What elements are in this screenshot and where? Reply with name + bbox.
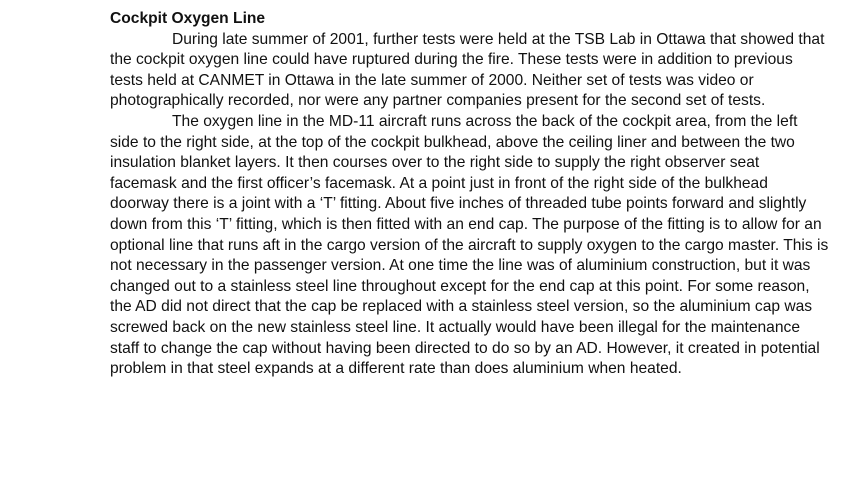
paragraph-oxygen-line: The oxygen line in the MD-11 aircraft runs across the back of the cockpit area, from the left side to the right side, at the top of the cockpit bulkhead, above the ceiling liner and between the two insulation blanket layers. It then courses over to the right side to supply the right observer seat facemask and the first officer’s facemask. At a point just in front of the right side of the bulkhead doorway there is a joint with a ‘T’ fitting. About five inches of threaded tube points forward and slightly down from this ‘T’ fitting, which is then fitted with an end cap. The purpose of the fitting is to allow for an optional line that runs aft in the cargo version of the aircraft to supply oxygen to the cargo master. This is not necessary in the passenger version. At one time the line was of aluminium construction, but it was changed out to a stainless steel line throughout except for the end cap at this point. For some reason, the AD did not direct that the cap be replaced with a stainless steel version, so the aluminium cap was screwed back on the new stainless steel line. It actually would have been illegal for the maintenance staff to change the cap without having been directed to do so by an AD. However, it created in potential problem in that steel expands at a different rate than does aluminium when heated. xyxy=(110,112,829,378)
document-body xyxy=(110,9,830,380)
paragraph-tests: During late summer of 2001, further tests were held at the TSB Lab in Ottawa that showed that the cockpit oxygen line could have ruptured during the fire. These tests were in addition to previous tests held at CANMET in Ottawa in the late summer of 2000. Neither set of tests was video or photographically recorded, nor were any partner companies present for the second set of tests. xyxy=(110,30,825,110)
section-heading: Cockpit Oxygen Line xyxy=(110,10,266,27)
